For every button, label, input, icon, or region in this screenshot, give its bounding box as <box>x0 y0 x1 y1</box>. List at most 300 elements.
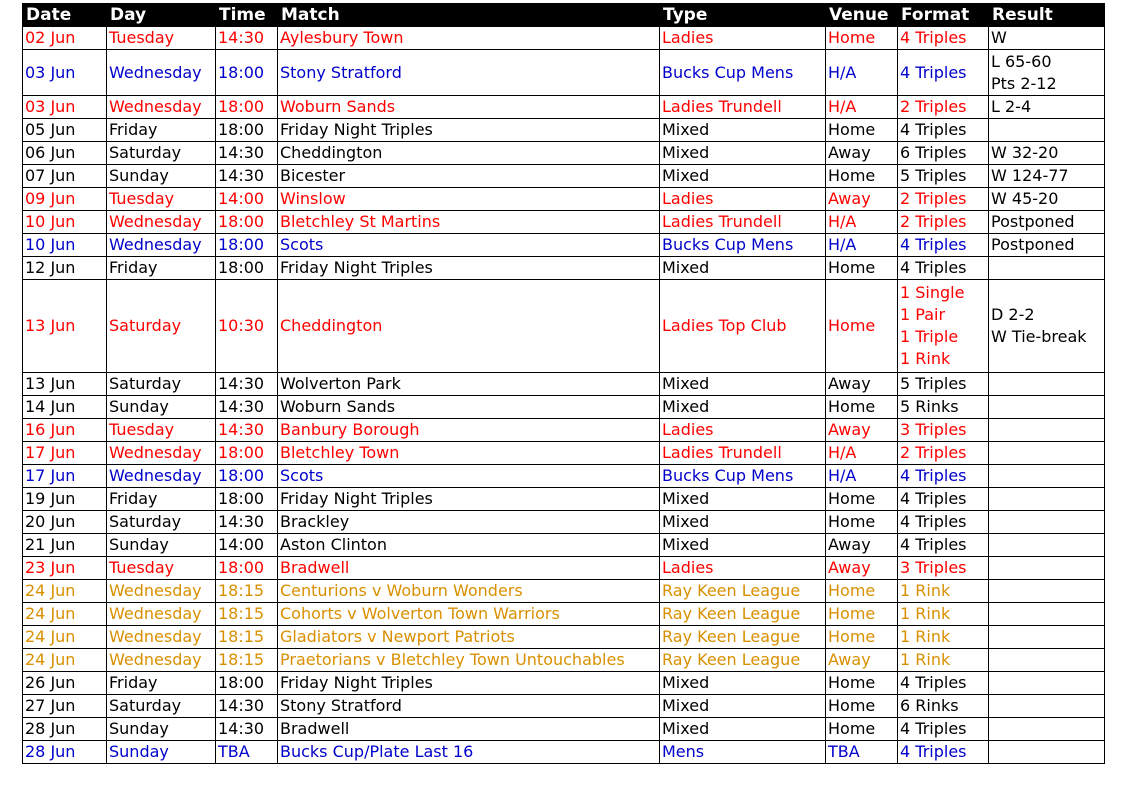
table-row <box>23 649 1105 672</box>
cell-day: Wednesday <box>107 211 216 234</box>
format-line: 1 Rink <box>900 627 951 646</box>
cell-match: Friday Night Triples <box>278 119 660 142</box>
cell-type: Ladies Trundell <box>660 96 826 119</box>
cell-match: Winslow <box>278 188 660 211</box>
result-line: W 124-77 <box>991 166 1069 185</box>
cell-venue: Home <box>826 718 898 741</box>
header-row <box>23 4 1105 27</box>
table-row <box>23 165 1105 188</box>
cell-type: Mixed <box>660 373 826 396</box>
cell-result <box>989 442 1105 465</box>
cell-day: Friday <box>107 672 216 695</box>
cell-type: Mixed <box>660 511 826 534</box>
cell-time: 18:00 <box>216 211 278 234</box>
cell-match: Cheddington <box>278 280 660 373</box>
result-line: W 32-20 <box>991 143 1059 162</box>
cell-format <box>898 557 989 580</box>
cell-result <box>989 465 1105 488</box>
cell-day: Wednesday <box>107 626 216 649</box>
cell-time: 14:30 <box>216 511 278 534</box>
result-line: Postponed <box>991 235 1075 254</box>
cell-day: Wednesday <box>107 442 216 465</box>
table-row <box>23 741 1105 764</box>
format-line: 1 Rink <box>900 650 951 669</box>
format-line: 1 Rink <box>900 604 951 623</box>
cell-match: Wolverton Park <box>278 373 660 396</box>
cell-time: 14:30 <box>216 396 278 419</box>
table-row <box>23 396 1105 419</box>
table-row <box>23 465 1105 488</box>
cell-day: Tuesday <box>107 419 216 442</box>
format-line: 5 Triples <box>900 374 967 393</box>
cell-type: Ray Keen League <box>660 649 826 672</box>
format-line: 4 Triples <box>900 719 967 738</box>
cell-day: Sunday <box>107 165 216 188</box>
cell-format <box>898 119 989 142</box>
cell-result <box>989 672 1105 695</box>
cell-day: Friday <box>107 488 216 511</box>
cell-type: Mixed <box>660 488 826 511</box>
cell-venue: Away <box>826 557 898 580</box>
cell-match: Stony Stratford <box>278 50 660 96</box>
cell-date: 24 Jun <box>23 626 107 649</box>
format-line: 2 Triples <box>900 189 967 208</box>
format-line: 4 Triples <box>900 535 967 554</box>
cell-day: Friday <box>107 257 216 280</box>
cell-date: 19 Jun <box>23 488 107 511</box>
table-row <box>23 672 1105 695</box>
cell-venue: Home <box>826 488 898 511</box>
format-line: 4 Triples <box>900 28 967 47</box>
cell-type: Bucks Cup Mens <box>660 234 826 257</box>
cell-time: 18:00 <box>216 557 278 580</box>
cell-time: 18:15 <box>216 603 278 626</box>
cell-match: Praetorians v Bletchley Town Untouchables <box>278 649 660 672</box>
cell-venue: Away <box>826 373 898 396</box>
cell-type: Mixed <box>660 165 826 188</box>
table-row <box>23 50 1105 96</box>
cell-date: 13 Jun <box>23 373 107 396</box>
cell-format <box>898 419 989 442</box>
table-row <box>23 211 1105 234</box>
format-line: 1 Rink <box>900 581 951 600</box>
cell-date: 26 Jun <box>23 672 107 695</box>
cell-match: Bletchley Town <box>278 442 660 465</box>
cell-day: Friday <box>107 119 216 142</box>
cell-time: 18:15 <box>216 626 278 649</box>
cell-match: Woburn Sands <box>278 396 660 419</box>
cell-result <box>989 626 1105 649</box>
cell-venue: Home <box>826 626 898 649</box>
cell-type: Bucks Cup Mens <box>660 465 826 488</box>
cell-type: Mixed <box>660 257 826 280</box>
cell-day: Saturday <box>107 280 216 373</box>
cell-day: Wednesday <box>107 50 216 96</box>
cell-type: Mixed <box>660 695 826 718</box>
cell-match: Bucks Cup/Plate Last 16 <box>278 741 660 764</box>
cell-match: Gladiators v Newport Patriots <box>278 626 660 649</box>
cell-time: 18:00 <box>216 96 278 119</box>
cell-venue: H/A <box>826 442 898 465</box>
cell-date: 14 Jun <box>23 396 107 419</box>
cell-match: Cheddington <box>278 142 660 165</box>
cell-date: 28 Jun <box>23 741 107 764</box>
cell-format <box>898 626 989 649</box>
cell-time: 18:15 <box>216 580 278 603</box>
cell-format <box>898 96 989 119</box>
cell-date: 10 Jun <box>23 234 107 257</box>
table-row <box>23 96 1105 119</box>
cell-format <box>898 50 989 96</box>
format-line: 4 Triples <box>900 742 967 761</box>
cell-date: 09 Jun <box>23 188 107 211</box>
table-row <box>23 442 1105 465</box>
cell-format <box>898 373 989 396</box>
cell-format <box>898 27 989 50</box>
cell-time: TBA <box>216 741 278 764</box>
cell-result <box>989 211 1105 234</box>
format-line: 6 Triples <box>900 143 967 162</box>
cell-day: Wednesday <box>107 96 216 119</box>
cell-date: 13 Jun <box>23 280 107 373</box>
cell-match: Cohorts v Wolverton Town Warriors <box>278 603 660 626</box>
cell-result <box>989 165 1105 188</box>
cell-result <box>989 96 1105 119</box>
cell-result <box>989 257 1105 280</box>
cell-type: Ray Keen League <box>660 603 826 626</box>
cell-venue: Away <box>826 534 898 557</box>
table-row <box>23 27 1105 50</box>
header-format: Format <box>898 4 989 27</box>
cell-result <box>989 50 1105 96</box>
table-row <box>23 718 1105 741</box>
format-line: 4 Triples <box>900 512 967 531</box>
cell-venue: Home <box>826 119 898 142</box>
cell-match: Friday Night Triples <box>278 257 660 280</box>
result-line: W <box>991 28 1007 47</box>
cell-match: Scots <box>278 465 660 488</box>
result-line: W 45-20 <box>991 189 1059 208</box>
cell-date: 16 Jun <box>23 419 107 442</box>
result-line: L 2-4 <box>991 97 1032 116</box>
cell-day: Wednesday <box>107 580 216 603</box>
cell-format <box>898 188 989 211</box>
table-row <box>23 603 1105 626</box>
fixtures-table <box>22 3 1105 764</box>
table-row <box>23 234 1105 257</box>
cell-day: Wednesday <box>107 603 216 626</box>
cell-format <box>898 741 989 764</box>
cell-venue: Home <box>826 396 898 419</box>
table-row <box>23 142 1105 165</box>
cell-type: Mixed <box>660 672 826 695</box>
cell-time: 14:30 <box>216 695 278 718</box>
cell-result <box>989 741 1105 764</box>
cell-type: Ladies <box>660 188 826 211</box>
cell-date: 06 Jun <box>23 142 107 165</box>
cell-type: Ladies <box>660 419 826 442</box>
table-row <box>23 257 1105 280</box>
cell-type: Bucks Cup Mens <box>660 50 826 96</box>
format-line: 4 Triples <box>900 120 967 139</box>
cell-venue: Home <box>826 672 898 695</box>
result-line: L 65-60 <box>991 51 1052 71</box>
cell-format <box>898 234 989 257</box>
format-line: 5 Triples <box>900 166 967 185</box>
cell-type: Mixed <box>660 396 826 419</box>
cell-venue: Away <box>826 142 898 165</box>
cell-date: 28 Jun <box>23 718 107 741</box>
cell-venue: Away <box>826 649 898 672</box>
header-type: Type <box>660 4 826 27</box>
cell-venue: Home <box>826 280 898 373</box>
format-line: 1 Single <box>900 283 965 302</box>
cell-time: 18:00 <box>216 257 278 280</box>
cell-day: Wednesday <box>107 465 216 488</box>
cell-date: 23 Jun <box>23 557 107 580</box>
header-match: Match <box>278 4 660 27</box>
cell-match: Bletchley St Martins <box>278 211 660 234</box>
cell-date: 24 Jun <box>23 649 107 672</box>
cell-match: Friday Night Triples <box>278 488 660 511</box>
cell-match: Banbury Borough <box>278 419 660 442</box>
cell-match: Aston Clinton <box>278 534 660 557</box>
cell-day: Sunday <box>107 396 216 419</box>
table-row <box>23 188 1105 211</box>
cell-format <box>898 603 989 626</box>
cell-day: Tuesday <box>107 188 216 211</box>
cell-format <box>898 718 989 741</box>
cell-format <box>898 442 989 465</box>
cell-time: 18:00 <box>216 488 278 511</box>
cell-result <box>989 119 1105 142</box>
cell-time: 18:00 <box>216 234 278 257</box>
cell-date: 17 Jun <box>23 442 107 465</box>
format-line: 4 Triples <box>900 62 967 82</box>
cell-match: Bradwell <box>278 718 660 741</box>
format-line: 4 Triples <box>900 466 967 485</box>
cell-type: Ladies <box>660 27 826 50</box>
cell-result <box>989 396 1105 419</box>
format-line: 6 Rinks <box>900 696 959 715</box>
table-row <box>23 534 1105 557</box>
cell-result <box>989 419 1105 442</box>
cell-venue: Home <box>826 511 898 534</box>
cell-time: 14:30 <box>216 373 278 396</box>
cell-format <box>898 257 989 280</box>
header-result: Result <box>989 4 1105 27</box>
cell-format <box>898 465 989 488</box>
cell-venue: H/A <box>826 465 898 488</box>
header-date: Date <box>23 4 107 27</box>
cell-date: 21 Jun <box>23 534 107 557</box>
cell-type: Ray Keen League <box>660 580 826 603</box>
cell-result <box>989 534 1105 557</box>
cell-venue: TBA <box>826 741 898 764</box>
cell-time: 18:00 <box>216 119 278 142</box>
cell-day: Saturday <box>107 373 216 396</box>
cell-venue: Home <box>826 580 898 603</box>
cell-venue: H/A <box>826 234 898 257</box>
cell-date: 03 Jun <box>23 96 107 119</box>
cell-type: Ray Keen League <box>660 626 826 649</box>
cell-day: Saturday <box>107 511 216 534</box>
cell-venue: H/A <box>826 96 898 119</box>
cell-format <box>898 396 989 419</box>
cell-day: Tuesday <box>107 27 216 50</box>
cell-time: 14:30 <box>216 419 278 442</box>
cell-format <box>898 211 989 234</box>
cell-date: 17 Jun <box>23 465 107 488</box>
cell-date: 27 Jun <box>23 695 107 718</box>
cell-time: 14:00 <box>216 534 278 557</box>
cell-venue: Away <box>826 419 898 442</box>
result-line: W Tie-break <box>991 327 1087 346</box>
cell-venue: Home <box>826 257 898 280</box>
format-line: 4 Triples <box>900 235 967 254</box>
cell-result <box>989 695 1105 718</box>
cell-time: 14:30 <box>216 27 278 50</box>
cell-result <box>989 580 1105 603</box>
fixtures-body <box>23 27 1105 764</box>
cell-format <box>898 142 989 165</box>
table-row <box>23 580 1105 603</box>
format-line: 4 Triples <box>900 258 967 277</box>
cell-match: Centurions v Woburn Wonders <box>278 580 660 603</box>
cell-type: Mixed <box>660 119 826 142</box>
cell-result <box>989 142 1105 165</box>
cell-result <box>989 649 1105 672</box>
cell-venue: Away <box>826 188 898 211</box>
cell-time: 18:00 <box>216 465 278 488</box>
cell-match: Brackley <box>278 511 660 534</box>
cell-result <box>989 27 1105 50</box>
result-line: Postponed <box>991 212 1075 231</box>
table-row <box>23 419 1105 442</box>
cell-day: Wednesday <box>107 234 216 257</box>
table-row <box>23 557 1105 580</box>
cell-date: 10 Jun <box>23 211 107 234</box>
cell-result <box>989 511 1105 534</box>
cell-type: Ladies Trundell <box>660 211 826 234</box>
cell-match: Friday Night Triples <box>278 672 660 695</box>
cell-type: Mixed <box>660 718 826 741</box>
format-line: 2 Triples <box>900 212 967 231</box>
cell-match: Bicester <box>278 165 660 188</box>
cell-result <box>989 188 1105 211</box>
header-time: Time <box>216 4 278 27</box>
cell-day: Sunday <box>107 741 216 764</box>
format-line: 2 Triples <box>900 97 967 116</box>
format-line: 1 Rink <box>900 349 951 368</box>
cell-date: 24 Jun <box>23 580 107 603</box>
cell-day: Wednesday <box>107 649 216 672</box>
table-row <box>23 488 1105 511</box>
format-line: 5 Rinks <box>900 397 959 416</box>
cell-time: 14:00 <box>216 188 278 211</box>
cell-type: Ladies Top Club <box>660 280 826 373</box>
cell-match: Aylesbury Town <box>278 27 660 50</box>
header-day: Day <box>107 4 216 27</box>
cell-day: Sunday <box>107 718 216 741</box>
cell-time: 14:30 <box>216 165 278 188</box>
cell-day: Tuesday <box>107 557 216 580</box>
cell-date: 07 Jun <box>23 165 107 188</box>
cell-date: 02 Jun <box>23 27 107 50</box>
cell-time: 14:30 <box>216 142 278 165</box>
cell-time: 14:30 <box>216 718 278 741</box>
cell-day: Saturday <box>107 142 216 165</box>
cell-day: Sunday <box>107 534 216 557</box>
cell-format <box>898 672 989 695</box>
header-venue: Venue <box>826 4 898 27</box>
cell-time: 18:00 <box>216 50 278 96</box>
cell-day: Saturday <box>107 695 216 718</box>
table-row <box>23 695 1105 718</box>
cell-result <box>989 603 1105 626</box>
format-line: 4 Triples <box>900 489 967 508</box>
format-line: 3 Triples <box>900 558 967 577</box>
cell-match: Bradwell <box>278 557 660 580</box>
cell-format <box>898 695 989 718</box>
table-row <box>23 280 1105 373</box>
cell-date: 12 Jun <box>23 257 107 280</box>
format-line: 4 Triples <box>900 673 967 692</box>
cell-match: Scots <box>278 234 660 257</box>
format-line: 2 Triples <box>900 443 967 462</box>
cell-result <box>989 718 1105 741</box>
cell-venue: Home <box>826 27 898 50</box>
cell-time: 18:00 <box>216 672 278 695</box>
cell-result <box>989 488 1105 511</box>
cell-time: 18:15 <box>216 649 278 672</box>
cell-venue: H/A <box>826 50 898 96</box>
cell-type: Mens <box>660 741 826 764</box>
cell-time: 18:00 <box>216 442 278 465</box>
cell-format <box>898 534 989 557</box>
cell-match: Woburn Sands <box>278 96 660 119</box>
cell-type: Ladies <box>660 557 826 580</box>
cell-match: Stony Stratford <box>278 695 660 718</box>
cell-date: 24 Jun <box>23 603 107 626</box>
cell-type: Ladies Trundell <box>660 442 826 465</box>
result-line: Pts 2-12 <box>991 73 1057 93</box>
cell-type: Mixed <box>660 142 826 165</box>
cell-type: Mixed <box>660 534 826 557</box>
cell-venue: Home <box>826 603 898 626</box>
cell-venue: Home <box>826 695 898 718</box>
cell-format <box>898 649 989 672</box>
cell-date: 20 Jun <box>23 511 107 534</box>
cell-format <box>898 580 989 603</box>
cell-format <box>898 488 989 511</box>
cell-venue: H/A <box>826 211 898 234</box>
cell-result <box>989 557 1105 580</box>
cell-format <box>898 280 989 373</box>
table-row <box>23 511 1105 534</box>
format-line: 3 Triples <box>900 420 967 439</box>
cell-format <box>898 511 989 534</box>
result-line: D 2-2 <box>991 305 1035 324</box>
table-row <box>23 626 1105 649</box>
cell-result <box>989 373 1105 396</box>
format-line: 1 Triple <box>900 327 959 346</box>
cell-result <box>989 280 1105 373</box>
cell-venue: Home <box>826 165 898 188</box>
table-row <box>23 373 1105 396</box>
cell-result <box>989 234 1105 257</box>
cell-date: 05 Jun <box>23 119 107 142</box>
